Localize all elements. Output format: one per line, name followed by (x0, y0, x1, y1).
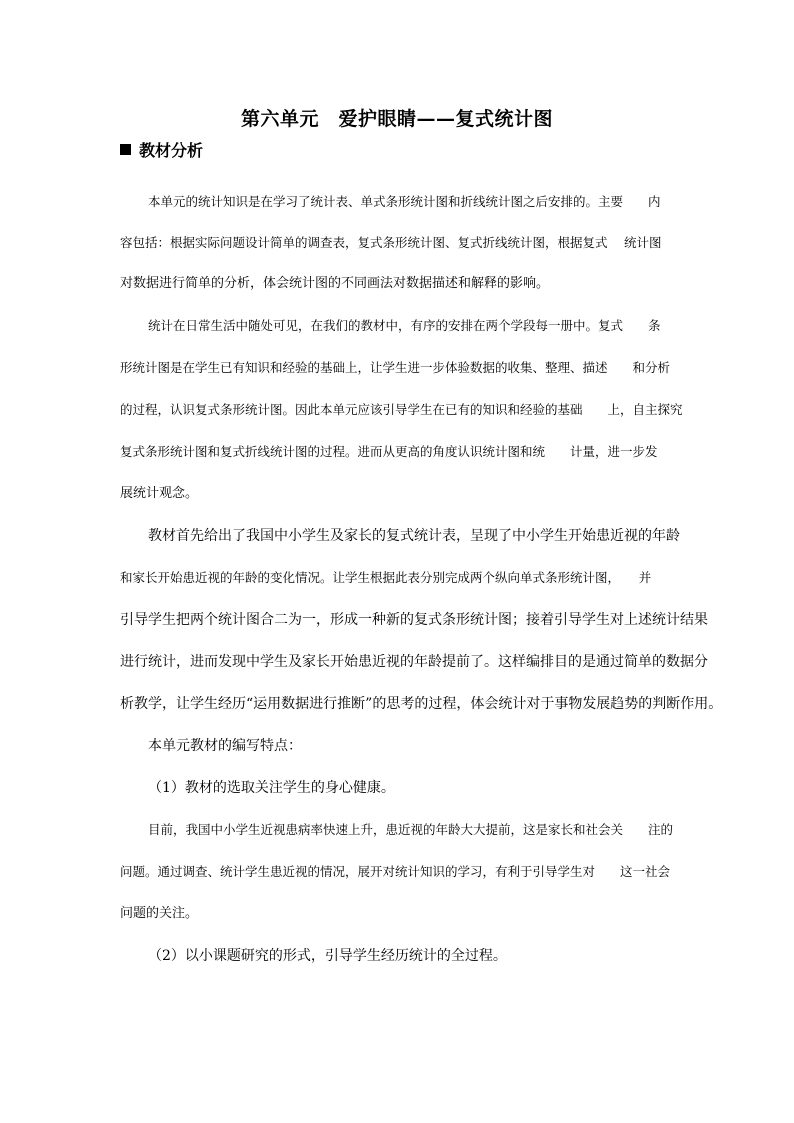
paragraph-line: 本单元教材的编写特点： (148, 738, 302, 754)
list-item: （2）以小课题研究的形式，引导学生经历统计的全过程。 (148, 948, 507, 964)
paragraph-line: 容包括：根据实际问题设计简单的调查表，复式条形统计图、复式折线统计图，根据复式 统计图 (120, 235, 662, 250)
paragraph-line: 展统计观念。 (120, 486, 199, 501)
paragraph-line: 目前，我国中小学生近视患病率快速上升，患近视的年龄大大提前，这是家长和社会关 注的 (148, 822, 674, 837)
paragraph-line: 对数据进行简单的分析，体会统计图的不同画法对数据描述和解释的影响。 (120, 276, 550, 291)
paragraph-line: 问题的关注。 (120, 906, 199, 921)
paragraph-line: 进行统计，进而发现中学生及家长开始患近视的年龄提前了。这样编排目的是通过简单的数据分 (120, 654, 708, 670)
paragraph-line: 复式条形统计图和复式折线统计图的过程。进而从更高的角度认识统计图和统 计量，进一步发 (120, 444, 658, 459)
section-heading (120, 138, 203, 161)
paragraph-line: 形统计图是在学生已有知识和经验的基础上，让学生进一步体验数据的收集、整理、描述 和分析 (120, 360, 671, 375)
list-item: （1）教材的选取关注学生的身心健康。 (148, 780, 395, 796)
paragraph-line: 的过程，认识复式条形统计图。因此本单元应该引导学生在已有的知识和经验的基础 上，自主探究 (120, 402, 683, 417)
paragraph-line: 引导学生把两个统计图合二为一，形成一种新的复式条形统计图；接着引导学生对上述统计结果 (120, 612, 708, 628)
paragraph-line: 析教学，让学生经历“运用数据进行推断”的思考的过程，体会统计对于事物发展趋势的判断作用。 (120, 696, 723, 712)
paragraph-line: 教材首先给出了我国中小学生及家长的复式统计表，呈现了中小学生开始患近视的年龄 (148, 528, 680, 544)
document-title: 第六单元 爱护眼睛——复式统计图 (240, 108, 553, 130)
paragraph-line: 统计在日常生活中随处可见，在我们的教材中，有序的安排在两个学段每一册中。复式 条 (148, 318, 661, 333)
paragraph-line: 和家长开始患近视的年龄的变化情况。让学生根据此表分别完成两个纵向单式条形统计图， 并 (120, 570, 652, 585)
paragraph-line: 问题。通过调查、统计学生患近视的情况，展开对统计知识的学习，有利于引导学生对 这一社会 (120, 864, 671, 879)
section-heading-label: 教材分析 (139, 141, 204, 160)
paragraph-line: 本单元的统计知识是在学习了统计表、单式条形统计图和折线统计图之后安排的。主要 内 (148, 194, 661, 209)
square-bullet-icon (120, 144, 131, 155)
